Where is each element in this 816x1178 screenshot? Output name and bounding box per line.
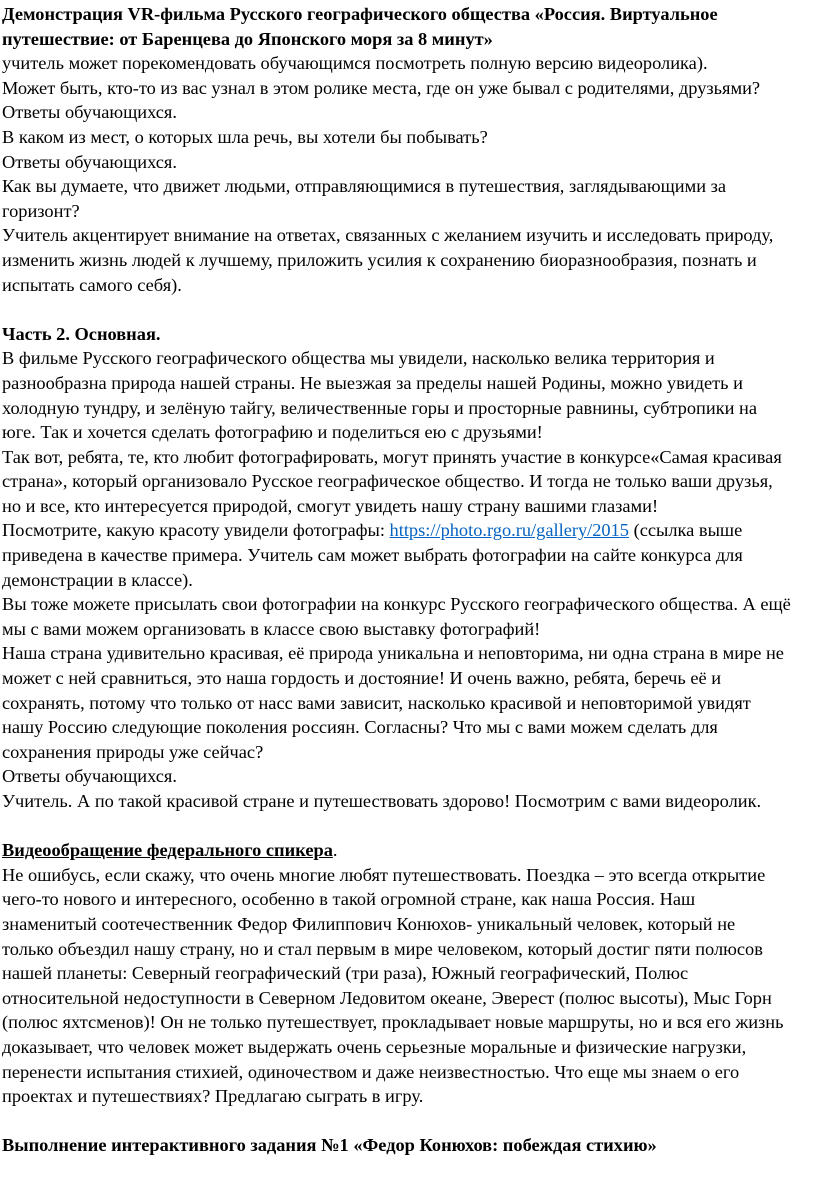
paragraph-line: проектах и путешествиях? Предлагаю сыграть в игру. bbox=[2, 1086, 424, 1107]
paragraph-line: учитель может порекомендовать обучающимся посмотреть полную версию видеоролика). bbox=[2, 53, 708, 74]
paragraph-line: страна», который организовало Русское географическое общество. И тогда не только ваши друзья, bbox=[2, 471, 773, 492]
paragraph-line: испытать самого себя). bbox=[2, 274, 182, 295]
paragraph-line: сохранения природы уже сейчас? bbox=[2, 741, 264, 762]
paragraph-line: доказывает, что человек может выдержать очень серьезные моральные и физические нагрузки, bbox=[2, 1036, 747, 1057]
paragraph-line: нашу Россию следующие поколения россиян. Согласны? Что мы с вами можем сделать для bbox=[2, 717, 718, 738]
gallery-link[interactable]: https://photo.rgo.ru/gallery/2015 bbox=[389, 520, 629, 541]
paragraph-line: только объездил нашу страну, но и стал первым в мире человеком, который достиг пяти полюсов bbox=[2, 938, 763, 959]
paragraph-line: В фильме Русского географического общества мы увидели, насколько велика территория и bbox=[2, 348, 715, 369]
paragraph-line: Наша страна удивительно красивая, её природа уникальна и неповторима, ни одна страна в мире не bbox=[2, 643, 784, 664]
task1-heading: Выполнение интерактивного задания №1 «Федор Конюхов: побеждая стихию» bbox=[2, 1135, 657, 1156]
section-title: путешествие: от Баренцева до Японского моря за 8 минут» bbox=[2, 28, 493, 49]
paragraph-line: сохранять, потому что только от насс вами зависит, насколько красивой и неповторимой увидят bbox=[2, 692, 751, 713]
speaker-heading: Видеообращение федерального спикера bbox=[2, 840, 333, 861]
paragraph-line: перенести испытания стихией, одиночеством и даже неизвестностью. Что еще мы знаем о его bbox=[2, 1061, 740, 1082]
paragraph-line: Как вы думаете, что движет людьми, отправляющимися в путешествия, заглядывающими за bbox=[2, 176, 727, 197]
paragraph-line: Может быть, кто-то из вас узнал в этом ролике места, где он уже бывал с родителями, друзьями? bbox=[2, 77, 761, 98]
paragraph-line: Ответы обучающихся. bbox=[2, 766, 177, 787]
paragraph-line: демонстрации в классе). bbox=[2, 569, 193, 590]
paragraph-line: Ответы обучающихся. bbox=[2, 151, 177, 172]
paragraph-line: Учитель акцентирует внимание на ответах, связанных с желанием изучить и исследовать природу, bbox=[2, 225, 774, 246]
paragraph-line-with-link bbox=[2, 518, 814, 543]
paragraph-line: Так вот, ребята, те, кто любит фотографировать, могут принять участие в конкурсе«Самая красивая bbox=[2, 446, 782, 467]
paragraph-line: но и все, кто интересуется природой, смогут увидеть нашу страну вашими глазами! bbox=[2, 495, 659, 516]
speaker-heading-dot: . bbox=[332, 840, 338, 861]
paragraph-line: относительной недоступности в Северном Ледовитом океане, Эверест (полюс высоты), Мыс Горн bbox=[2, 987, 772, 1008]
paragraph-line: нашей планеты: Северный географический (три раза), Южный географический, Полюс bbox=[2, 963, 689, 984]
paragraph-line: Вы тоже можете присылать свои фотографии на конкурс Русского географического общества. А ещё bbox=[2, 594, 791, 615]
document-page bbox=[2, 2, 815, 1158]
paragraph-line: Учитель. А по такой красивой стране и путешествовать здорово! Посмотрим с вами видеоролик. bbox=[2, 791, 762, 811]
paragraph-line: В каком из мест, о которых шла речь, вы хотели бы побывать? bbox=[2, 126, 488, 147]
paragraph-line: разнообразна природа нашей страны. Не выезжая за пределы нашей Родины, можно увидеть и bbox=[2, 372, 743, 393]
part2-heading: Часть 2. Основная. bbox=[2, 323, 161, 344]
paragraph-line: приведена в качестве примера. Учитель сам может выбрать фотографии на сайте конкурса для bbox=[2, 545, 743, 566]
paragraph-line: мы с вами можем организовать в классе свою выставку фотографий! bbox=[2, 618, 541, 639]
paragraph-line: чего-то нового и интересного, особенно в такой огромной стране, как наша Россия. Наш bbox=[2, 889, 696, 910]
paragraph-line: холодную тундру, и зелёную тайгу, величественные горы и просторные равнины, субтропики на bbox=[2, 397, 758, 418]
paragraph-line: Ответы обучающихся. bbox=[2, 102, 177, 123]
paragraph-line: изменить жизнь людей к лучшему, приложить усилия к сохранению биоразнообразия, познать и bbox=[2, 249, 757, 270]
paragraph-line: может с ней сравниться, это наша гордость и достояние! И очень важно, ребята, беречь её и bbox=[2, 668, 722, 689]
paragraph-line: Не ошибусь, если скажу, что очень многие любят путешествовать. Поездка – это всегда открытие bbox=[2, 864, 766, 885]
spacer bbox=[2, 1109, 815, 1134]
paragraph-line: горизонт? bbox=[2, 200, 80, 221]
paragraph-line: знаменитый соотечественник Федор Филиппович Конюхов- уникальный человек, который не bbox=[2, 913, 736, 934]
spacer bbox=[2, 297, 815, 322]
paragraph-line: (полюс яхтсменов)! Он не только путешествует, прокладывает новые маршруты, но и вся его жизнь bbox=[2, 1012, 784, 1033]
paragraph-line: юге. Так и хочется сделать фотографию и поделиться ею с друзьями! bbox=[2, 422, 543, 443]
link-trail-text: (ссылка выше bbox=[628, 520, 743, 541]
link-lead-text: Посмотрите, какую красоту увидели фотографы: bbox=[2, 520, 390, 541]
section-title: Демонстрация VR-фильма Русского географического общества «Россия. Виртуальное bbox=[2, 4, 718, 24]
spacer bbox=[2, 814, 815, 839]
speaker-heading-line bbox=[2, 838, 814, 863]
